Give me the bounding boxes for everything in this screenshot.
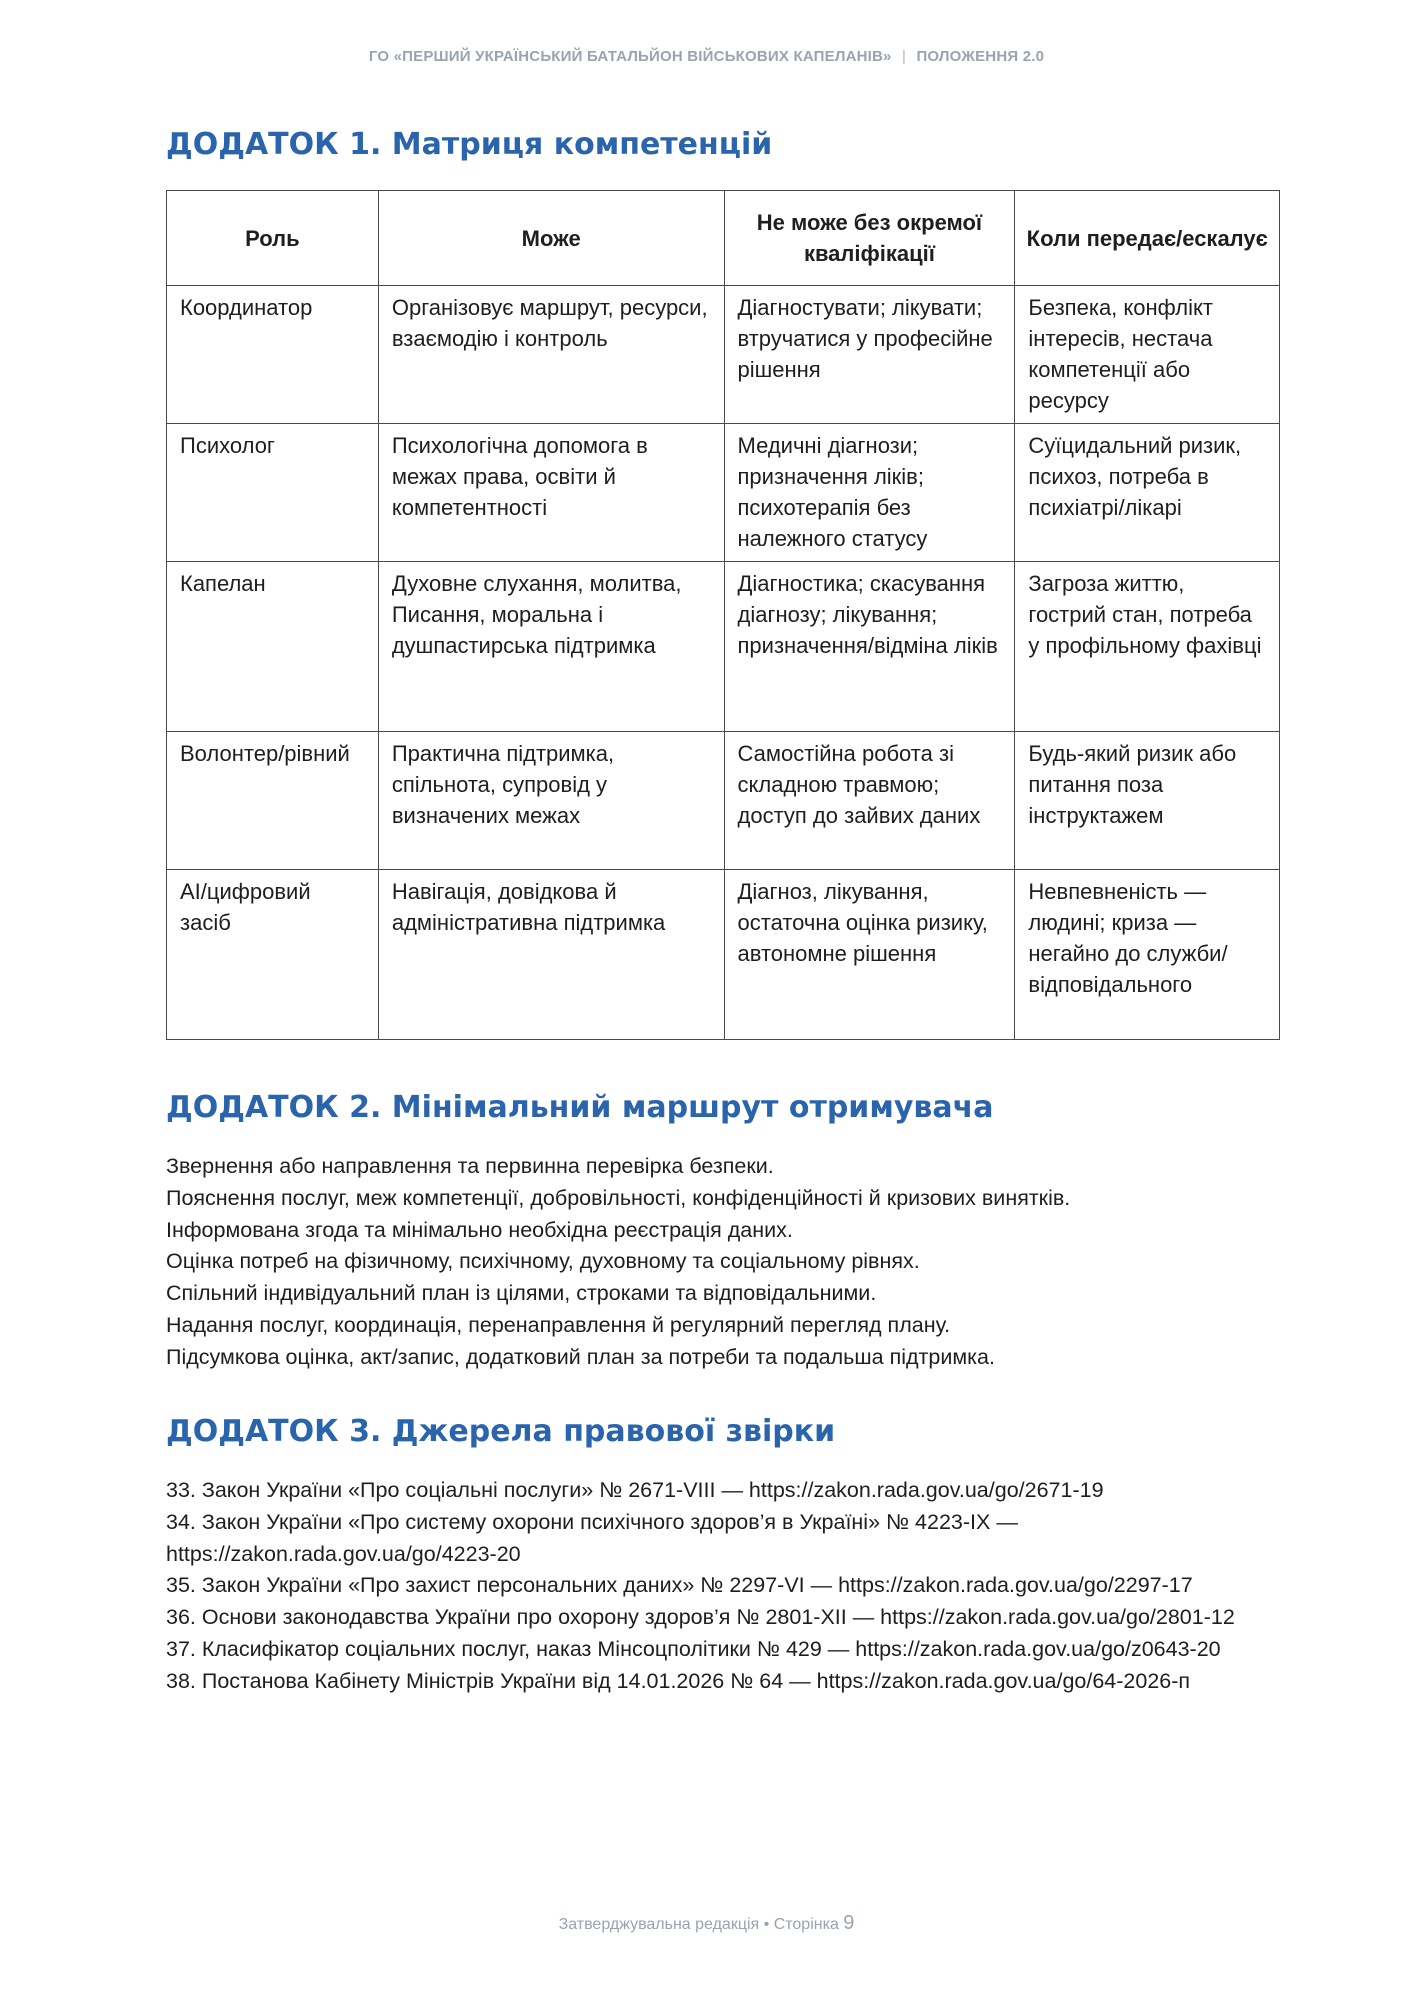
route-step: Пояснення послуг, меж компетенції, добровільності, конфіденційності й кризових винятків. [166, 1185, 1071, 1210]
table-row [167, 870, 1280, 1040]
cell-cannot: Самостійна робота зі складною травмою; доступ до зайвих даних [724, 732, 1015, 870]
cell-role: Психолог [167, 424, 379, 562]
cell-role: AI/цифровий засіб [167, 870, 379, 1040]
cell-cannot: Діагноз, лікування, остаточна оцінка ризику, автономне рішення [724, 870, 1015, 1040]
annex3-title: ДОДАТОК 3. Джерела правової звірки [166, 1414, 836, 1449]
footer-text: Затверджувальна редакція • Сторінка [558, 1916, 839, 1933]
source-item: 33. Закон України «Про соціальні послуги» № 2671-VIII — https://zakon.rada.gov.ua/go/2671-19 [166, 1478, 1104, 1502]
source-item: 38. Постанова Кабінету Міністрів України від 14.01.2026 № 64 — https://zakon.rada.gov.ua/go/64-2026-п [166, 1668, 1191, 1693]
route-step: Оцінка потреб на фізичному, психічному, духовному та соціальному рівнях. [166, 1249, 920, 1274]
competence-matrix-table [166, 190, 1280, 1040]
cell-role: Капелан [167, 562, 379, 732]
source-item: 34. Закон України «Про систему охорони психічного здоров’я в Україні» № 4223-IX — https://zakon.rada.gov.ua/go/4223-20 [166, 1509, 1018, 1566]
source-item: 35. Закон України «Про захист персональних даних» № 2297-VI — https://zakon.rada.gov.ua/go/2297-17 [166, 1573, 1193, 1598]
header-doc: ПОЛОЖЕННЯ 2.0 [916, 48, 1045, 65]
column-header-can: Може [378, 191, 724, 286]
table-header-row [167, 191, 1280, 286]
column-header-cannot: Не може без окремої кваліфікації [724, 191, 1015, 286]
annex2-title: ДОДАТОК 2. Мінімальний маршрут отримувача [166, 1090, 994, 1125]
cell-escalate: Загроза життю, гострий стан, потреба у профільному фахівці [1015, 562, 1280, 732]
route-step: Спільний індивідуальний план із цілями, строками та відповідальними. [166, 1281, 877, 1306]
cell-cannot: Медичні діагнози; призначення ліків; психотерапія без належного статусу [724, 424, 1015, 562]
cell-escalate: Безпека, конфлікт інтересів, нестача компетенції або ресурсу [1015, 286, 1280, 424]
table-row [167, 732, 1280, 870]
cell-cannot: Діагностика; скасування діагнозу; лікування; призначення/відміна ліків [724, 562, 1015, 732]
table-row [167, 424, 1280, 562]
cell-role: Координатор [167, 286, 379, 424]
route-step: Інформована згода та мінімально необхідна реєстрація даних. [166, 1217, 793, 1242]
cell-can: Навігація, довідкова й адміністративна підтримка [378, 870, 724, 1040]
recipient-route-list [166, 1151, 1286, 1374]
cell-cannot: Діагностувати; лікувати; втручатися у професійне рішення [724, 286, 1015, 424]
column-header-escalate: Коли передає/ескалує [1015, 191, 1280, 286]
column-header-role: Роль [167, 191, 379, 286]
route-step: Звернення або направлення та первинна перевірка безпеки. [166, 1154, 774, 1178]
header-org: ГО «ПЕРШИЙ УКРАЇНСЬКИЙ БАТАЛЬЙОН ВІЙСЬКОВИХ КАПЕЛАНІВ» [368, 48, 892, 65]
cell-role: Волонтер/рівний [167, 732, 379, 870]
cell-escalate: Будь-який ризик або питання поза інструктажем [1015, 732, 1280, 870]
page-footer [0, 1912, 1413, 1935]
route-step: Надання послуг, координація, перенаправлення й регулярний перегляд плану. [166, 1312, 951, 1337]
cell-escalate: Невпевненість — людині; криза — негайно до служби/відповідального [1015, 870, 1280, 1040]
table-row [167, 286, 1280, 424]
page-header [0, 48, 1413, 65]
cell-can: Організовує маршрут, ресурси, взаємодію і контроль [378, 286, 724, 424]
source-item: 37. Класифікатор соціальних послуг, наказ Мінсоцполітики № 429 — https://zakon.rada.gov.ua/go/z0643-20 [166, 1636, 1221, 1661]
page-number: 9 [843, 1912, 855, 1934]
source-item: 36. Основи законодавства України про охорону здоров’я № 2801-XII — https://zakon.rada.gov.ua/go/2801-12 [166, 1605, 1235, 1630]
cell-can: Духовне слухання, молитва, Писання, моральна і душпастирська підтримка [378, 562, 724, 732]
legal-sources-list [166, 1475, 1286, 1698]
cell-escalate: Суїцидальний ризик, психоз, потреба в психіатрі/лікарі [1015, 424, 1280, 562]
cell-can: Практична підтримка, спільнота, супровід у визначених межах [378, 732, 724, 870]
table-row [167, 562, 1280, 732]
header-separator: | [901, 48, 907, 65]
route-step: Підсумкова оцінка, акт/запис, додатковий план за потреби та подальша підтримка. [166, 1344, 995, 1369]
annex1-title: ДОДАТОК 1. Матриця компетенцій [166, 127, 773, 162]
cell-can: Психологічна допомога в межах права, освіти й компетентності [378, 424, 724, 562]
